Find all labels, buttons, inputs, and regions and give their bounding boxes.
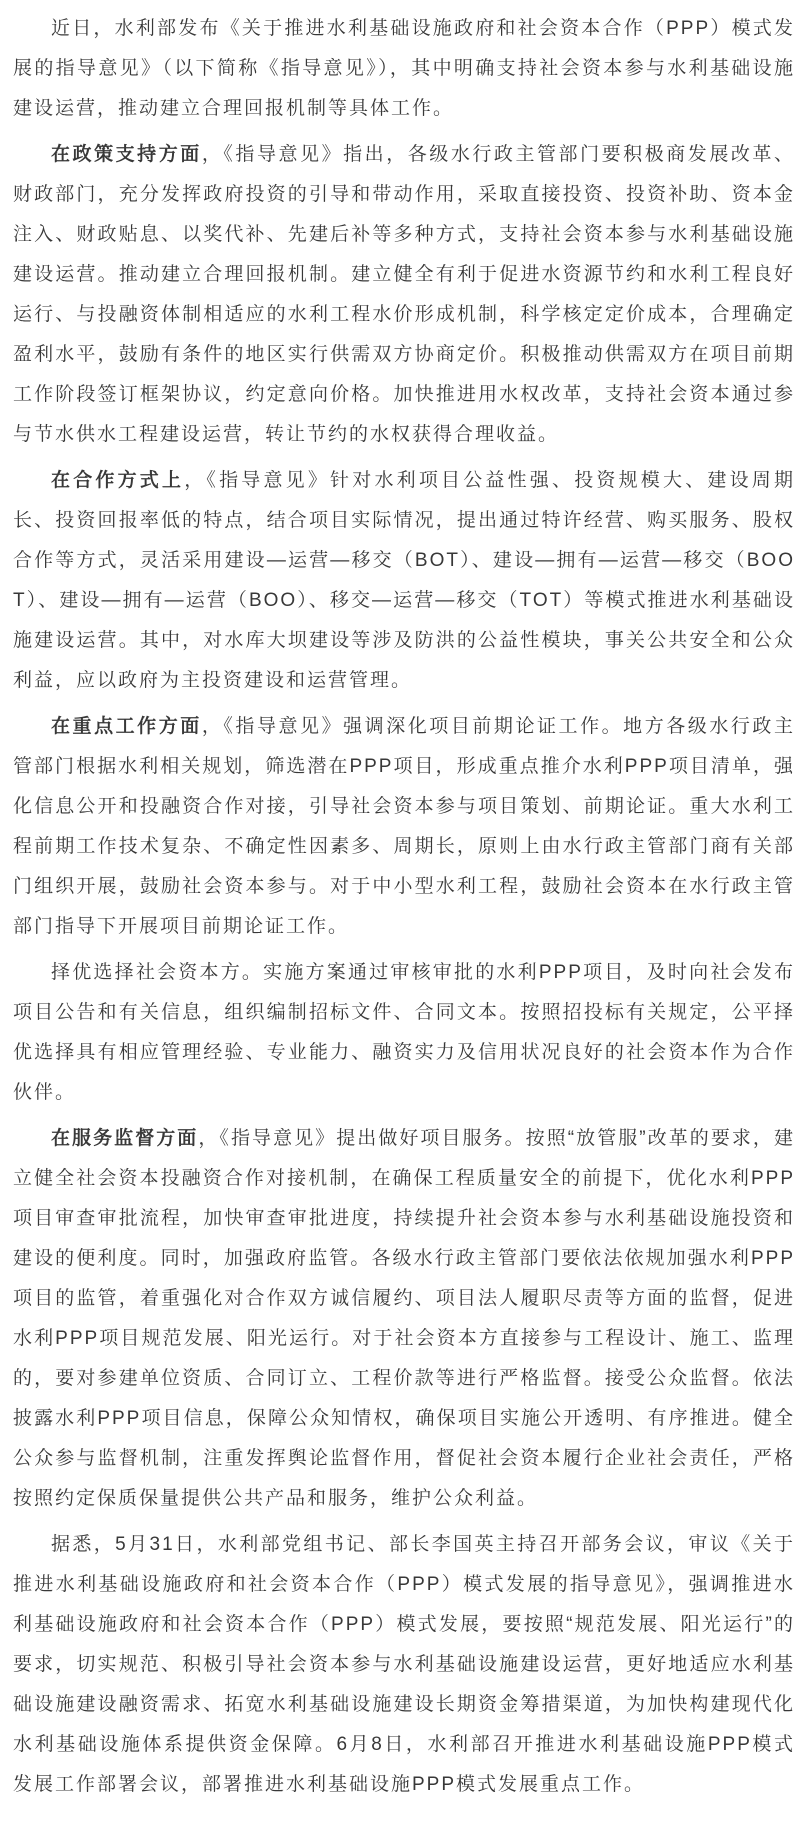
paragraph-service-supervision bbox=[13, 1119, 795, 1519]
paragraph-policy-support bbox=[13, 135, 795, 455]
paragraph-lead: 在重点工作方面 bbox=[51, 716, 202, 737]
paragraph-intro bbox=[13, 9, 795, 129]
paragraph-text: ，《指导意见》指出，各级水行政主管部门要积极商发展改革、财政部门，充分发挥政府投资的引导和带动作用，采取直接投资、投资补助、资本金注入、财政贴息、以奖代补、先建后补等多种方式，支持社会资本参与水利基础设施建设运营。推动建立合理回报机制。建立健全有利于促进水资源节约和水利工程良好运行、与投融资体制相适应的水利工程水价形成机制，科学核定定价成本，合理确定盈利水平，鼓励有条件的地区实行供需双方协商定价。积极推动供需双方在项目前期工作阶段签订框架协议，约定意向价格。加快推进用水权改革，支持社会资本通过参与节水供水工程建设运营，转让节约的水权获得合理收益。 bbox=[13, 144, 795, 445]
paragraph-text: ，《指导意见》提出做好项目服务。按照“放管服”改革的要求，建立健全社会资本投融资合作对接机制，在确保工程质量安全的前提下，优化水利PPP项目审查审批流程，加快审查审批进度，持续提升社会资本参与水利基础设施投资和建设的便利度。同时，加强政府监管。各级水行政主管部门要依法依规加强水利PPP项目的监管，着重强化对合作双方诚信履约、项目法人履职尽责等方面的监督，促进水利PPP项目规范发展、阳光运行。对于社会资本方直接参与工程设计、施工、监理的，要对参建单位资质、合同订立、工程价款等进行严格监督。接受公众监督。依法披露水利PPP项目信息，保障公众知情权，确保项目实施公开透明、有序推进。健全公众参与监督机制，注重发挥舆论监督作用，督促社会资本履行企业社会责任，严格按照约定保质保量提供公共产品和服务，维护公众利益。 bbox=[13, 1128, 795, 1509]
paragraph-lead: 在政策支持方面 bbox=[51, 144, 202, 165]
paragraph-select-partner bbox=[13, 953, 795, 1113]
paragraph-text: 据悉，5月31日，水利部党组书记、部长李国英主持召开部务会议，审议《关于推进水利基础设施政府和社会资本合作（PPP）模式发展的指导意见》，强调推进水利基础设施政府和社会资本合作（PPP）模式发展，要按照“规范发展、阳光运行”的要求，切实规范、积极引导社会资本参与水利基础设施建设运营，更好地适应水利基础设施建设融资需求、拓宽水利基础设施建设长期资金筹措渠道，为加快构建现代化水利基础设施体系提供资金保障。6月8日，水利部召开推进水利基础设施PPP模式发展工作部署会议，部署推进水利基础设施PPP模式发展重点工作。 bbox=[13, 1534, 795, 1795]
paragraph-text: 近日，水利部发布《关于推进水利基础设施政府和社会资本合作（PPP）模式发展的指导意见》（以下简称《指导意见》），其中明确支持社会资本参与水利基础设施建设运营，推动建立合理回报机制等具体工作。 bbox=[13, 18, 795, 119]
paragraph-text: ，《指导意见》强调深化项目前期论证工作。地方各级水行政主管部门根据水利相关规划，筛选潜在PPP项目，形成重点推介水利PPP项目清单，强化信息公开和投融资合作对接，引导社会资本参与项目策划、前期论证。重大水利工程前期工作技术复杂、不确定性因素多、周期长，原则上由水行政主管部门商有关部门组织开展，鼓励社会资本参与。对于中小型水利工程，鼓励社会资本在水行政主管部门指导下开展项目前期论证工作。 bbox=[13, 716, 795, 937]
paragraph-key-work bbox=[13, 707, 795, 947]
paragraph-cooperation-mode bbox=[13, 461, 795, 701]
paragraph-meeting-news bbox=[13, 1525, 795, 1805]
paragraph-lead: 在服务监督方面 bbox=[51, 1128, 199, 1149]
paragraph-lead: 在合作方式上 bbox=[51, 470, 185, 491]
paragraph-text: ，《指导意见》针对水利项目公益性强、投资规模大、建设周期长、投资回报率低的特点，结合项目实际情况，提出通过特许经营、购买服务、股权合作等方式，灵活采用建设—运营—移交（BOT）、建设—拥有—运营—移交（BOOT）、建设—拥有—运营（BOO）、移交—运营—移交（TOT）等模式推进水利基础设施建设运营。其中，对水库大坝建设等涉及防洪的公益性模块，事关公共安全和公众利益，应以政府为主投资建设和运营管理。 bbox=[13, 470, 795, 691]
paragraph-text: 择优选择社会资本方。实施方案通过审核审批的水利PPP项目，及时向社会发布项目公告和有关信息，组织编制招标文件、合同文本。按照招投标有关规定，公平择优选择具有相应管理经验、专业能力、融资实力及信用状况良好的社会资本作为合作伙伴。 bbox=[13, 962, 795, 1103]
